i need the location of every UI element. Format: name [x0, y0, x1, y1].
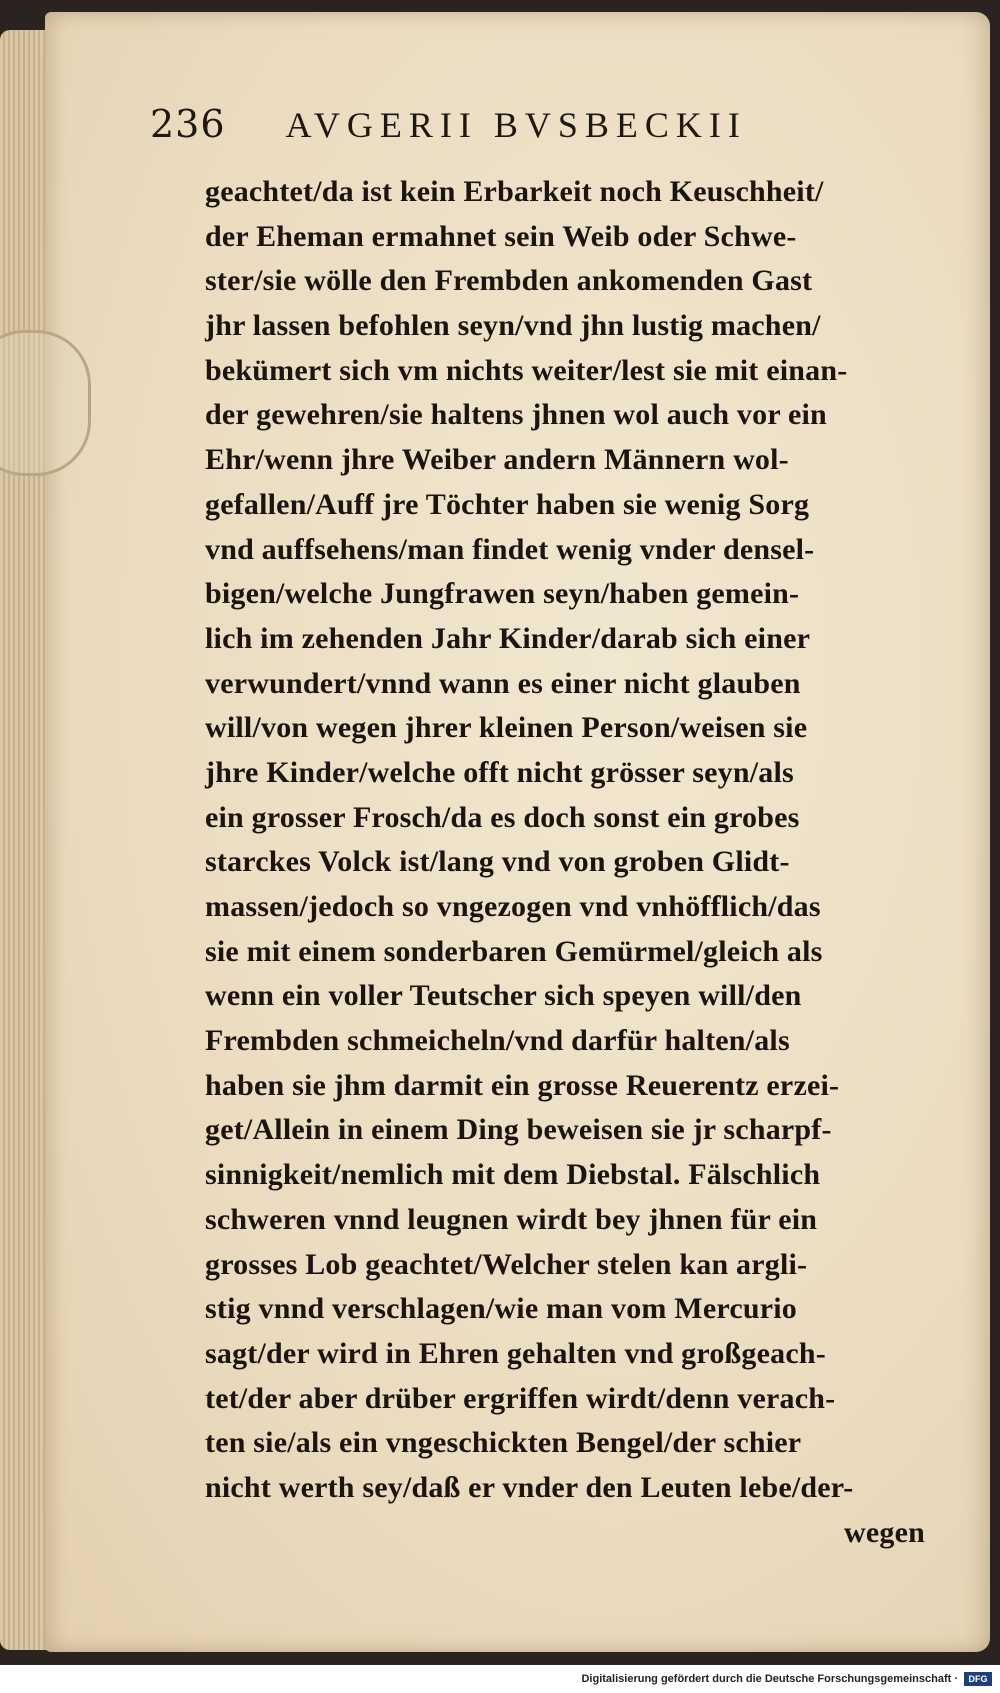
dfg-logo: DFG [964, 1672, 992, 1686]
text-line: ein grosser Frosch/da es doch sonst ein grobes [205, 800, 800, 834]
text-line: will/von wegen jhrer kleinen Person/weisen sie [205, 711, 808, 745]
text-line: sinnigkeit/nemlich mit dem Diebstal. Fälschlich [205, 1158, 821, 1192]
text-line: schweren vnnd leugnen wirdt bey jhnen für ein [205, 1202, 818, 1236]
footer-credit: Digitalisierung gefördert durch die Deutsche Forschungsgemeinschaft · [581, 1673, 958, 1685]
text-line: der Eheman ermahnet sein Weib oder Schwe- [205, 219, 797, 253]
text-line: vnd auffsehens/man findet wenig vnder densel- [205, 532, 815, 566]
text-line: stig vnnd verschlagen/wie man vom Mercurio [205, 1292, 797, 1326]
footer-strip [0, 1665, 1000, 1693]
text-line: tet/der aber drüber ergriffen wirdt/denn verach- [205, 1381, 836, 1415]
text-line: haben sie jhm darmit ein grosse Reuerentz erzei- [205, 1068, 840, 1102]
text-line: bigen/welche Jungfrawen seyn/haben gemein- [205, 577, 800, 611]
text-line: ten sie/als ein vngeschickten Bengel/der schier [205, 1426, 802, 1460]
text-line: jhre Kinder/welche offt nicht grösser seyn/als [205, 755, 794, 789]
text-line: verwundert/vnnd wann es einer nicht glauben [205, 666, 801, 700]
book-clasp [0, 330, 91, 476]
text-line: lich im zehenden Jahr Kinder/darab sich einer [205, 621, 811, 655]
text-line: der gewehren/sie haltens jhnen wol auch vor ein [205, 398, 827, 432]
body-text [205, 170, 925, 1555]
text-line: Ehr/wenn jhre Weiber andern Männern wol- [205, 443, 789, 477]
text-line: geachtet/da ist kein Erbarkeit noch Keuschheit/ [205, 175, 824, 208]
page-number: 236 [150, 102, 226, 146]
text-line: jhr lassen befohlen seyn/vnd jhn lustig machen/ [205, 309, 821, 343]
running-title: AVGERII BVSBECKII [285, 105, 747, 145]
text-line: wenn ein voller Teutscher sich speyen will/den [205, 979, 802, 1013]
text-line: grosses Lob geachtet/Welcher stelen kan argli- [205, 1247, 808, 1281]
text-line: ster/sie wölle den Frembden ankomenden Gast [205, 264, 813, 298]
text-line: bekümert sich vm nichts weiter/lest sie mit einan- [205, 353, 848, 387]
text-line: massen/jedoch so vngezogen vnd vnhöfflich/das [205, 890, 821, 923]
text-line: Frembden schmeicheln/vnd darfür halten/als [205, 1024, 790, 1058]
text-line: nicht werth sey/daß er vnder den Leuten lebe/der- [205, 1470, 854, 1504]
text-line: gefallen/Auff jre Töchter haben sie wenig Sorg [205, 487, 810, 521]
page-header [150, 102, 850, 162]
catchword: wegen [844, 1515, 925, 1549]
text-line: sagt/der wird in Ehren gehalten vnd großgeach- [205, 1336, 826, 1370]
text-line: sie mit einem sonderbaren Gemürmel/gleich als [205, 934, 823, 968]
text-line: get/Allein in einem Ding beweisen sie jr scharpf- [205, 1113, 832, 1147]
text-line: starckes Volck ist/lang vnd von groben Glidt- [205, 845, 790, 879]
